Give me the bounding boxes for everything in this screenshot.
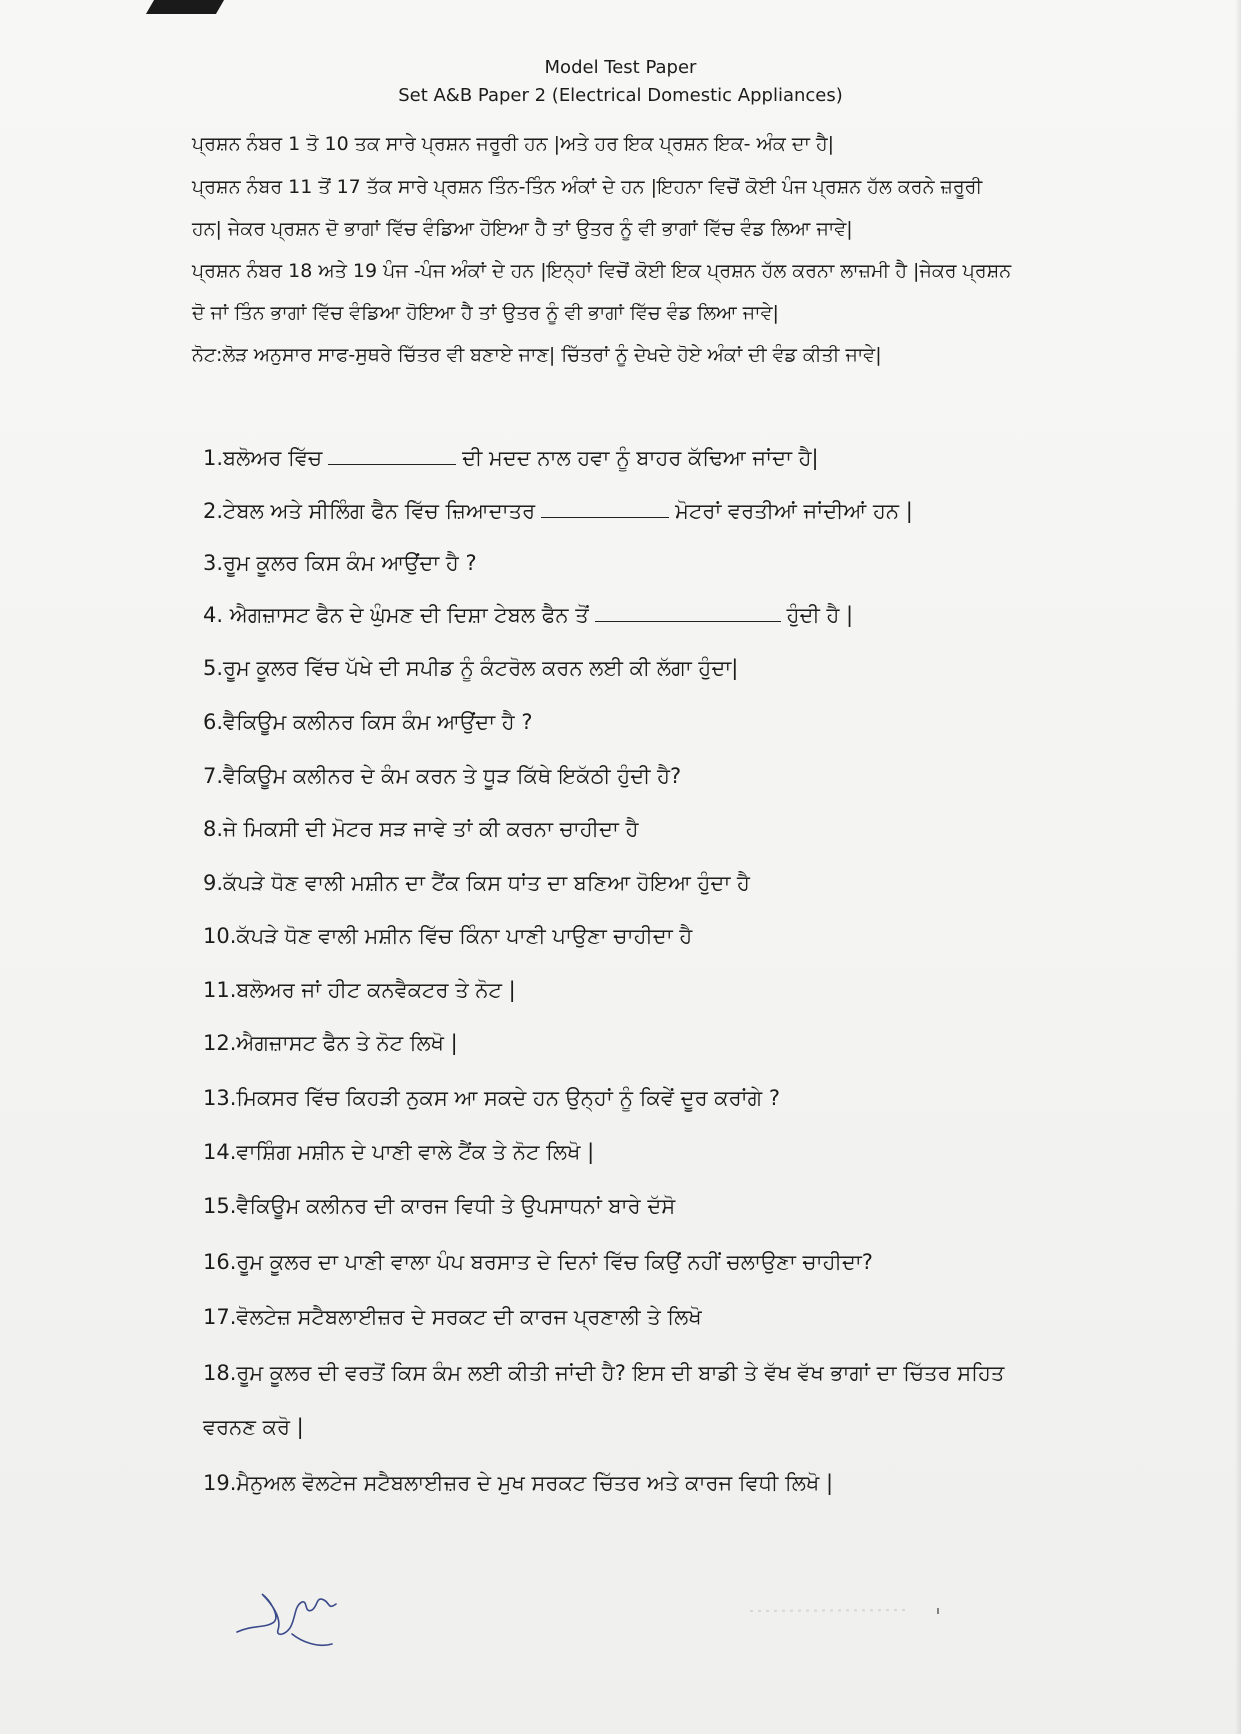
question-text: 4. ਐਗਜ਼ਾਸਟ ਫੈਨ ਦੇ ਘੁੰਮਣ ਦੀ ਦਿਸ਼ਾ ਟੇਬਲ ਫੈਨ ਤੋਂ — [203, 603, 589, 627]
question-18-continued: ਵਰਨਣ ਕਰੋ | — [203, 1415, 304, 1439]
question-12: 12.ਐਗਜ਼ਾਸਟ ਫੈਨ ਤੇ ਨੋਟ ਲਿਖੋ | — [203, 1031, 458, 1055]
paper-edge-shadow — [1235, 0, 1241, 1734]
question-16: 16.ਰੂਮ ਕੂਲਰ ਦਾ ਪਾਣੀ ਵਾਲਾ ਪੰਪ ਬਰਸਾਤ ਦੇ ਦਿਨਾਂ ਵਿੱਚ ਕਿਉਂ ਨਹੀਂ ਚਲਾਉਣਾ ਚਾਹੀਦਾ? — [203, 1250, 873, 1274]
paper-title: Model Test Paper — [544, 57, 697, 78]
answer-blank — [328, 446, 456, 465]
question-text: 2.ਟੇਬਲ ਅਤੇ ਸੀਲਿੰਗ ਫੈਨ ਵਿੱਚ ਜ਼ਿਆਦਾਤਰ — [203, 499, 536, 523]
instruction-line: ਪ੍ਰਸ਼ਨ ਨੰਬਰ 11 ਤੋਂ 17 ਤੱਕ ਸਾਰੇ ਪ੍ਰਸ਼ਨ ਤਿੰਨ-ਤਿੰਨ ਅੰਕਾਂ ਦੇ ਹਨ |ਇਹਨਾ ਵਿਚੋਂ ਕੋਈ ਪੰਜ ਪ੍ਰਸ਼ਨ ਹੱਲ ਕਰਨੇ ਜ਼ਰੂਰੀ — [192, 176, 983, 198]
instruction-line: ਦੋ ਜਾਂ ਤਿੰਨ ਭਾਗਾਂ ਵਿੱਚ ਵੰਡਿਆ ਹੋਇਆ ਹੈ ਤਾਂ ਉਤਰ ਨੂੰ ਵੀ ਭਾਗਾਂ ਵਿੱਚ ਵੰਡ ਲਿਆ ਜਾਵੇ| — [192, 302, 779, 324]
question-text: ਦੀ ਮਦਦ ਨਾਲ ਹਵਾ ਨੂੰ ਬਾਹਰ ਕੱਢਿਆ ਜਾਂਦਾ ਹੈ| — [462, 446, 819, 470]
question-14: 14.ਵਾਸ਼ਿੰਗ ਮਸ਼ੀਨ ਦੇ ਪਾਣੀ ਵਾਲੇ ਟੈਂਕ ਤੇ ਨੋਟ ਲਿਖੋ | — [203, 1140, 595, 1164]
question-10: 10.ਕੱਪੜੇ ਧੋਣ ਵਾਲੀ ਮਸ਼ੀਨ ਵਿੱਚ ਕਿੰਨਾ ਪਾਣੀ ਪਾਉਣਾ ਚਾਹੀਦਾ ਹੈ — [203, 924, 693, 948]
instruction-line: ਪ੍ਰਸ਼ਨ ਨੰਬਰ 18 ਅਤੇ 19 ਪੰਜ -ਪੰਜ ਅੰਕਾਂ ਦੇ ਹਨ |ਇਨ੍ਹਾਂ ਵਿਚੋਂ ਕੋਈ ਇਕ ਪ੍ਰਸ਼ਨ ਹੱਲ ਕਰਨਾ ਲਾਜ਼ਮੀ ਹੈ |ਜੇਕਰ ਪ੍ਰਸ਼ਨ — [192, 260, 1012, 282]
question-5: 5.ਰੂਮ ਕੂਲਰ ਵਿੱਚ ਪੱਖੇ ਦੀ ਸਪੀਡ ਨੂੰ ਕੰਟਰੋਲ ਕਰਨ ਲਈ ਕੀ ਲੱਗਾ ਹੁੰਦਾ| — [203, 656, 739, 680]
instruction-line: ਨੋਟ:ਲੋੜ ਅਨੁਸਾਰ ਸਾਫ-ਸੁਥਰੇ ਚਿੱਤਰ ਵੀ ਬਣਾਏ ਜਾਣ| ਚਿੱਤਰਾਂ ਨੂੰ ਦੇਖਦੇ ਹੋਏ ਅੰਕਾਂ ਦੀ ਵੰਡ ਕੀਤੀ ਜਾਵੇ| — [192, 344, 882, 366]
question-18: 18.ਰੂਮ ਕੂਲਰ ਦੀ ਵਰਤੋਂ ਕਿਸ ਕੰਮ ਲਈ ਕੀਤੀ ਜਾਂਦੀ ਹੈ? ਇਸ ਦੀ ਬਾਡੀ ਤੇ ਵੱਖ ਵੱਖ ਭਾਗਾਂ ਦਾ ਚਿੱਤਰ ਸਹਿਤ — [203, 1361, 1005, 1385]
question-11: 11.ਬਲੋਅਰ ਜਾਂ ਹੀਟ ਕਨਵੈਕਟਰ ਤੇ ਨੋਟ | — [203, 978, 516, 1002]
question-2 — [203, 499, 1103, 524]
paper-subtitle: Set A&B Paper 2 (Electrical Domestic Appliances) — [398, 85, 843, 106]
faint-smudge — [750, 1605, 950, 1615]
question-4 — [203, 603, 1103, 628]
question-17: 17.ਵੋਲਟੇਜ਼ ਸਟੈਬਲਾਈਜ਼ਰ ਦੇ ਸਰਕਟ ਦੀ ਕਾਰਜ ਪ੍ਰਣਾਲੀ ਤੇ ਲਿਖੋ — [203, 1305, 702, 1329]
instruction-line: ਹਨ| ਜੇਕਰ ਪ੍ਰਸ਼ਨ ਦੋ ਭਾਗਾਂ ਵਿੱਚ ਵੰਡਿਆ ਹੋਇਆ ਹੈ ਤਾਂ ਉਤਰ ਨੂੰ ਵੀ ਭਾਗਾਂ ਵਿੱਚ ਵੰਡ ਲਿਆ ਜਾਵੇ| — [192, 218, 853, 240]
instruction-line: ਪ੍ਰਸ਼ਨ ਨੰਬਰ 1 ਤੋ 10 ਤਕ ਸਾਰੇ ਪ੍ਰਸ਼ਨ ਜਰੂਰੀ ਹਨ |ਅਤੇ ਹਰ ਇਕ ਪ੍ਰਸ਼ਨ ਇਕ- ਅੰਕ ਦਾ ਹੈ| — [192, 133, 835, 155]
question-15: 15.ਵੈਕਿਊਮ ਕਲੀਨਰ ਦੀ ਕਾਰਜ ਵਿਧੀ ਤੇ ਉਪਸਾਧਨਾਂ ਬਾਰੇ ਦੱਸੋ — [203, 1194, 676, 1218]
answer-blank — [541, 499, 669, 518]
photo-corner-shadow — [146, 0, 224, 14]
question-3: 3.ਰੂਮ ਕੂਲਰ ਕਿਸ ਕੰਮ ਆਉਂਦਾ ਹੈ ? — [203, 551, 477, 575]
question-7: 7.ਵੈਕਿਊਮ ਕਲੀਨਰ ਦੇ ਕੰਮ ਕਰਨ ਤੇ ਧੂੜ ਕਿੱਥੇ ਇਕੱਠੀ ਹੁੰਦੀ ਹੈ? — [203, 764, 682, 788]
answer-blank — [595, 603, 781, 622]
question-text: ਹੁੰਦੀ ਹੈ | — [786, 603, 854, 627]
signature-icon — [232, 1570, 362, 1650]
question-text: ਮੋਟਰਾਂ ਵਰਤੀਆਂ ਜਾਂਦੀਆਂ ਹਨ | — [675, 499, 913, 523]
question-8: 8.ਜੇ ਮਿਕਸੀ ਦੀ ਮੋਟਰ ਸੜ ਜਾਵੇ ਤਾਂ ਕੀ ਕਰਨਾ ਚਾਹੀਦਾ ਹੈ — [203, 817, 639, 841]
question-1 — [203, 446, 1103, 471]
question-text: 1.ਬਲੋਅਰ ਵਿੱਚ — [203, 446, 323, 470]
question-9: 9.ਕੱਪੜੇ ਧੋਣ ਵਾਲੀ ਮਸ਼ੀਨ ਦਾ ਟੈਂਕ ਕਿਸ ਧਾਂਤ ਦਾ ਬਣਿਆ ਹੋਇਆ ਹੁੰਦਾ ਹੈ — [203, 871, 750, 895]
question-19: 19.ਮੈਨੁਅਲ ਵੋਲਟੇਜ ਸਟੈਬਲਾਈਜ਼ਰ ਦੇ ਮੁਖ ਸਰਕਟ ਚਿੱਤਰ ਅਤੇ ਕਾਰਜ ਵਿਧੀ ਲਿਖੋ | — [203, 1471, 834, 1495]
question-6: 6.ਵੈਕਿਊਮ ਕਲੀਨਰ ਕਿਸ ਕੰਮ ਆਉਂਦਾ ਹੈ ? — [203, 710, 533, 734]
question-13: 13.ਮਿਕਸਰ ਵਿੱਚ ਕਿਹੜੀ ਨੁਕਸ ਆ ਸਕਦੇ ਹਨ ਉਨ੍ਹਾਂ ਨੂੰ ਕਿਵੇਂ ਦੂਰ ਕਰਾਂਗੇ ? — [203, 1086, 780, 1110]
paper-header — [0, 54, 1241, 110]
